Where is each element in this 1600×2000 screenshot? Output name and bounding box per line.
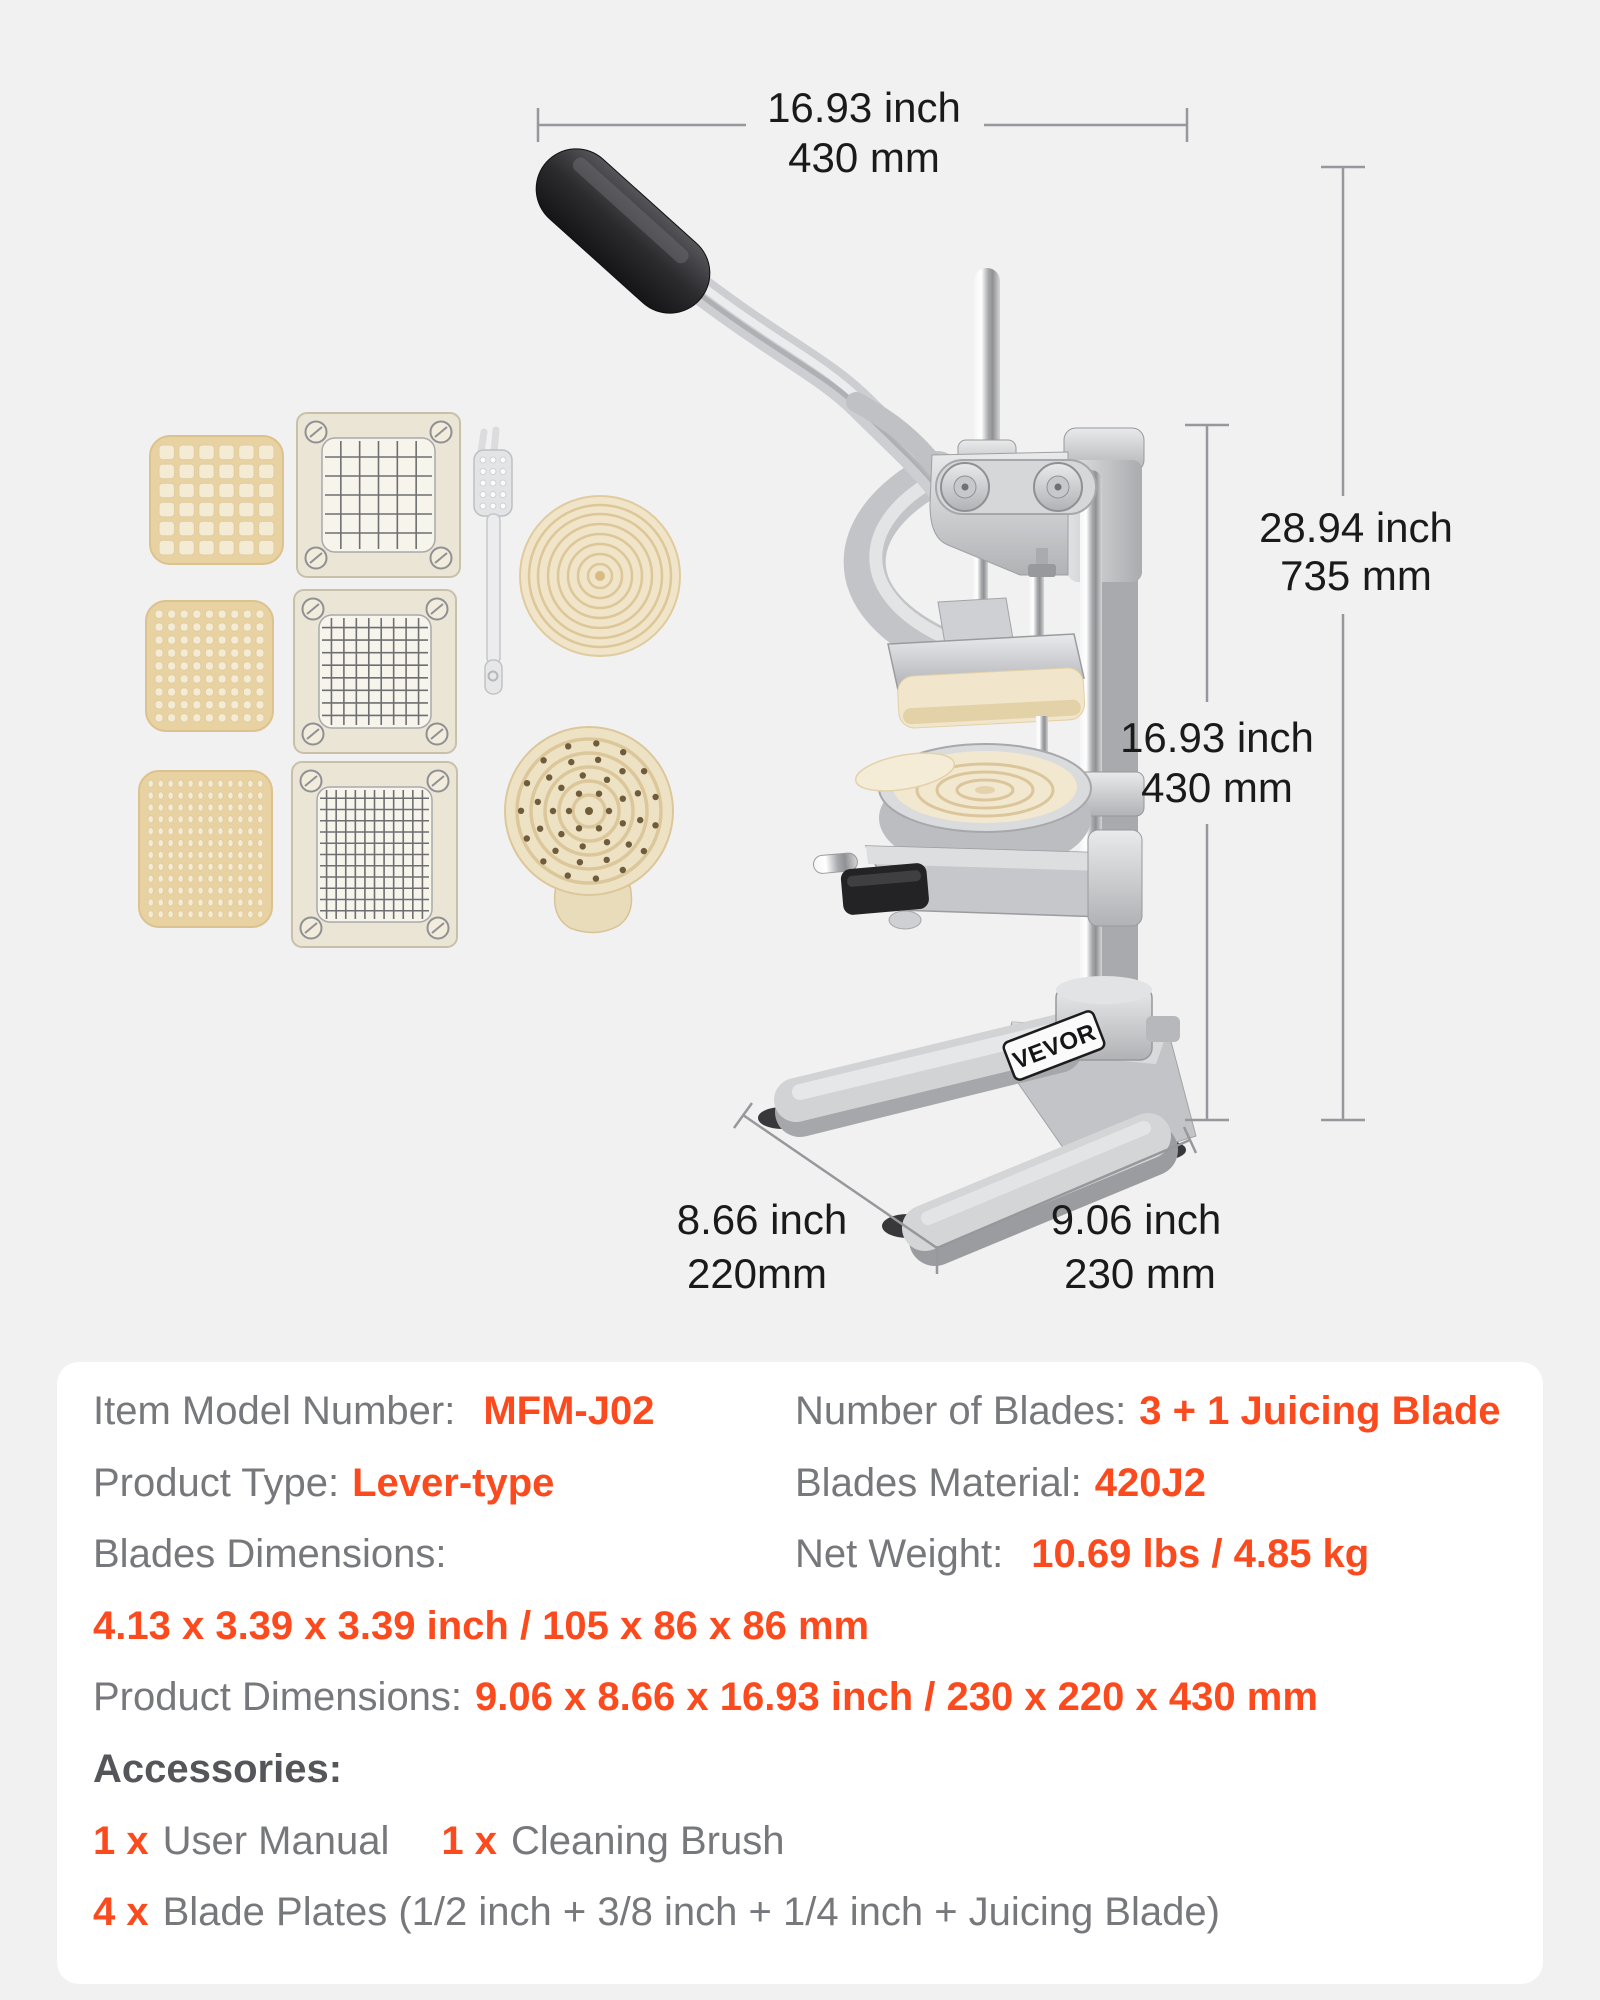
item-model-label: Item Model Number: — [93, 1389, 456, 1433]
blade-plate-1 — [297, 413, 460, 577]
spec-row-8 — [93, 1877, 1543, 1949]
dim-bottomleft-inch: 8.66 inch — [676, 1196, 848, 1243]
accessory-2-qty: 1 x — [441, 1818, 497, 1863]
dim-middle-mm: 430 mm — [1141, 764, 1293, 811]
juicing-strainer — [505, 727, 673, 933]
spec-row-3 — [93, 1519, 1543, 1591]
blades-material-label: Blades Material: — [795, 1460, 1082, 1505]
spec-row-2 — [93, 1448, 1543, 1520]
accessory-3-name: Blade Plates (1/2 inch + 3/8 inch + 1/4 inch + Juicing Blade) — [162, 1890, 1220, 1935]
accessory-3-qty: 4 x — [93, 1890, 149, 1935]
brush-tip — [485, 660, 502, 694]
dim-right-inch: 28.94 inch — [1259, 504, 1453, 551]
handle-grip — [520, 132, 727, 329]
adjust-bolt-head — [1028, 564, 1056, 577]
num-blades-value: 3 + 1 Juicing Blade — [1139, 1389, 1501, 1433]
accessory-1-name: User Manual — [162, 1818, 390, 1863]
base-boss-top — [1056, 976, 1152, 1004]
pusher-disc — [520, 496, 680, 656]
spec-card — [57, 1362, 1543, 1984]
spec-product-type — [93, 1448, 795, 1520]
num-blades-label: Number of Blades: — [795, 1389, 1127, 1433]
spec-blades-dimensions — [93, 1519, 795, 1591]
column-rod — [1080, 470, 1102, 1018]
brand-label: VEVOR — [1009, 1018, 1100, 1075]
net-weight-value: 10.69 lbs / 4.85 kg — [1031, 1532, 1370, 1577]
accessory-1-qty: 1 x — [93, 1818, 149, 1863]
net-weight-label: Net Weight: — [795, 1532, 1004, 1577]
blades-dimensions-label: Blades Dimensions: — [93, 1532, 447, 1577]
spec-row-1 — [93, 1376, 1543, 1448]
blade-plates — [292, 413, 460, 947]
pusher-blocks — [139, 436, 283, 927]
dim-bottomright-mm: 230 mm — [1064, 1250, 1216, 1297]
blade-plate-3 — [292, 762, 457, 947]
blades-material-value: 420J2 — [1094, 1460, 1207, 1505]
spec-row-7 — [93, 1806, 1543, 1878]
product-type-label: Product Type: — [93, 1460, 340, 1505]
blade-plate-2 — [294, 590, 456, 753]
spec-row-5 — [93, 1662, 1543, 1734]
pusher-block-2 — [146, 601, 273, 731]
dim-top-mm: 430 mm — [788, 134, 940, 181]
holder-clamp — [1088, 830, 1142, 926]
accessories-title: Accessories: — [93, 1746, 343, 1791]
spec-num-blades — [795, 1376, 1543, 1448]
spec-row-6 — [93, 1734, 1543, 1806]
accessory-2-name: Cleaning Brush — [510, 1818, 785, 1863]
cleaning-brush — [474, 430, 512, 694]
pivot-bolt-left — [941, 463, 989, 511]
spec-item-model — [93, 1376, 795, 1448]
blades-dimensions-value: 4.13 x 3.39 x 3.39 inch / 105 x 86 x 86 mm — [93, 1603, 870, 1648]
pusher-block-1 — [150, 436, 283, 564]
base-step — [1146, 1016, 1180, 1042]
spec-net-weight — [795, 1519, 1543, 1591]
product-dimensions-value: 9.06 x 8.66 x 16.93 inch / 230 x 220 x 430 mm — [475, 1675, 1318, 1720]
bowl-center — [975, 786, 995, 794]
lever-press-machine — [520, 132, 1196, 1240]
pivot-bolt-right — [1034, 463, 1082, 511]
dim-bottomleft-mm: 220mm — [686, 1250, 828, 1297]
guide-rod — [974, 268, 1000, 468]
item-model-value: MFM-J02 — [483, 1389, 655, 1433]
dim-right-mm: 735 mm — [1280, 552, 1432, 599]
dim-middle-inch: 16.93 inch — [1120, 714, 1314, 761]
holder-stud — [889, 911, 921, 929]
pusher-block-3 — [139, 771, 272, 927]
product-dimensions-label: Product Dimensions: — [93, 1675, 463, 1720]
dim-top-inch: 16.93 inch — [767, 84, 961, 131]
product-type-value: Lever-type — [352, 1460, 555, 1505]
brush-handle — [487, 514, 500, 664]
dim-bottomright-inch: 9.06 inch — [1050, 1196, 1222, 1243]
spec-blades-material — [795, 1448, 1543, 1520]
spec-row-4 — [93, 1591, 1543, 1663]
brush-prongs — [481, 430, 496, 452]
